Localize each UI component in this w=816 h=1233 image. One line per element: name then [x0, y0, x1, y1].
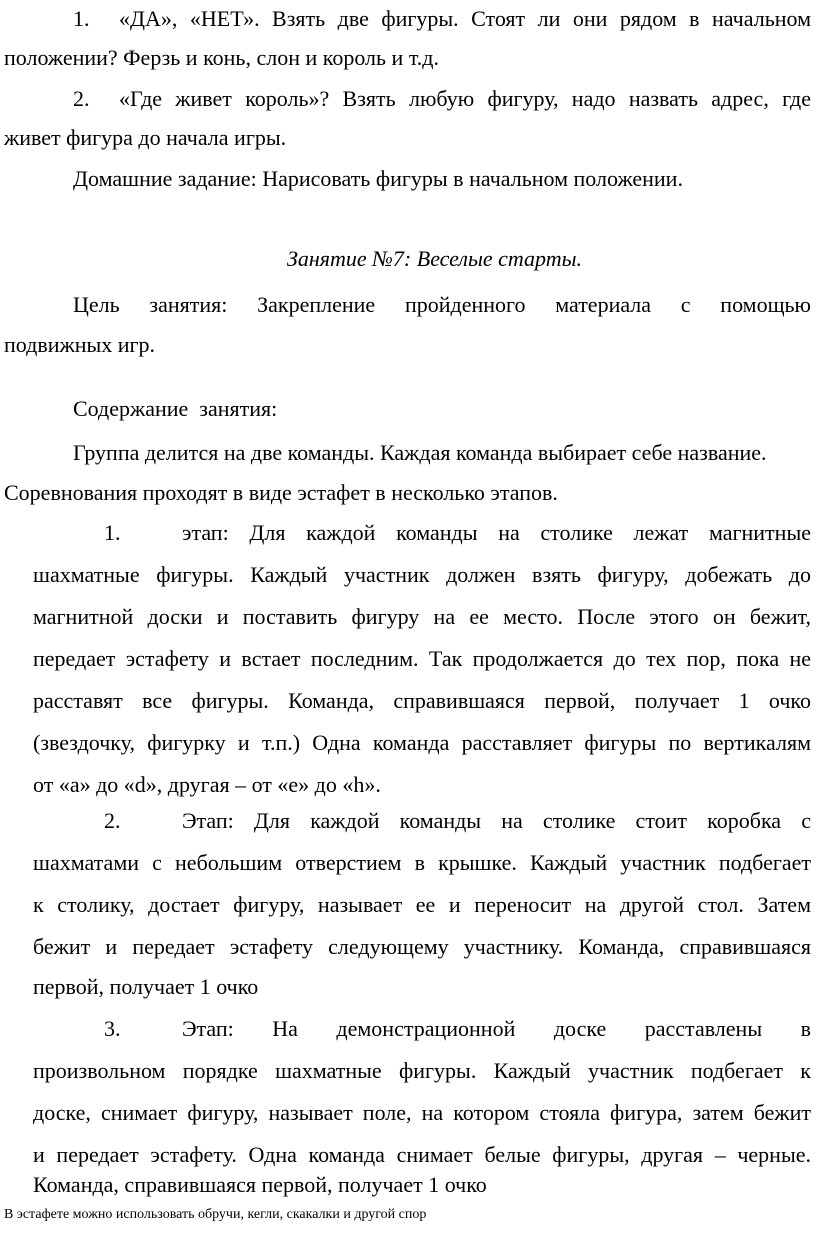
stage-line: к столику, достает фигуру, называет ее и переносит на другой стол. Затем: [33, 892, 811, 917]
stage-line: бежит и передает эстафету следующему участнику. Команда, справившаяся: [33, 934, 811, 959]
stage-line: (звездочку, фигурку и т.п.) Одна команда расставляет фигуры по вертикалям: [33, 730, 811, 755]
stage-number: 1.: [104, 520, 121, 545]
stage-line: Этап: Для каждой команды на столике стоит коробка с: [182, 808, 811, 833]
homework-text: Домашние задание: Нарисовать фигуры в начальном положении.: [73, 166, 683, 191]
stage-line: произвольном порядке шахматные фигуры. Каждый участник подбегает к: [33, 1058, 811, 1083]
stage-line: и передает эстафету. Одна команда снимает белые фигуры, другая – черные.: [33, 1142, 811, 1167]
footer-note: В эстафете можно использовать обручи, кегли, скакалки и другой спор: [4, 1207, 427, 1222]
stage-line: передает эстафету и встает последним. Так продолжается до тех пор, пока не: [33, 646, 811, 671]
intro-continuation: Соревнования проходят в виде эстафет в несколько этапов.: [4, 480, 558, 505]
goal-continuation: подвижных игр.: [4, 332, 156, 357]
lesson-title: Занятие №7: Веселые старты.: [287, 246, 583, 271]
stage-line: расставят все фигуры. Команда, справившаяся первой, получает 1 очко: [33, 688, 811, 713]
stage-line: Команда, справившаяся первой, получает 1 очко: [33, 1172, 487, 1197]
list-item-continuation: живет фигура до начала игры.: [4, 125, 287, 150]
intro-line: Группа делится на две команды. Каждая команда выбирает себе название.: [73, 440, 767, 465]
stage-line: шахматные фигуры. Каждый участник должен взять фигуру, добежать до: [33, 562, 811, 587]
stage-line: магнитной доски и поставить фигуру на ее место. После этого он бежит,: [33, 604, 811, 629]
list-item-first-line: «ДА», «НЕТ». Взять две фигуры. Стоят ли они рядом в начальном: [119, 6, 811, 31]
content-heading: Содержание занятия:: [73, 396, 278, 421]
goal-line: Цель занятия: Закрепление пройденного материала с помощью: [73, 292, 811, 317]
list-item-number: 1.: [73, 6, 90, 31]
stage-line: первой, получает 1 очко: [33, 974, 259, 999]
stage-number: 3.: [104, 1016, 121, 1041]
list-item-first-line: «Где живет король»? Взять любую фигуру, надо назвать адрес, где: [119, 86, 811, 111]
stage-line: шахматами с небольшим отверстием в крышке. Каждый участник подбегает: [33, 850, 811, 875]
list-item-continuation: положении? Ферзь и конь, слон и король и т.д.: [4, 45, 439, 70]
list-item-number: 2.: [73, 86, 90, 111]
stage-line: Этап: На демонстрационной доске расставлены в: [182, 1016, 811, 1041]
stage-line: доске, снимает фигуру, называет поле, на котором стояла фигура, затем бежит: [33, 1100, 811, 1125]
stage-line: этап: Для каждой команды на столике лежат магнитные: [182, 520, 811, 545]
stage-number: 2.: [104, 808, 121, 833]
stage-line: от «a» до «d», другая – от «e» до «h».: [33, 772, 381, 797]
